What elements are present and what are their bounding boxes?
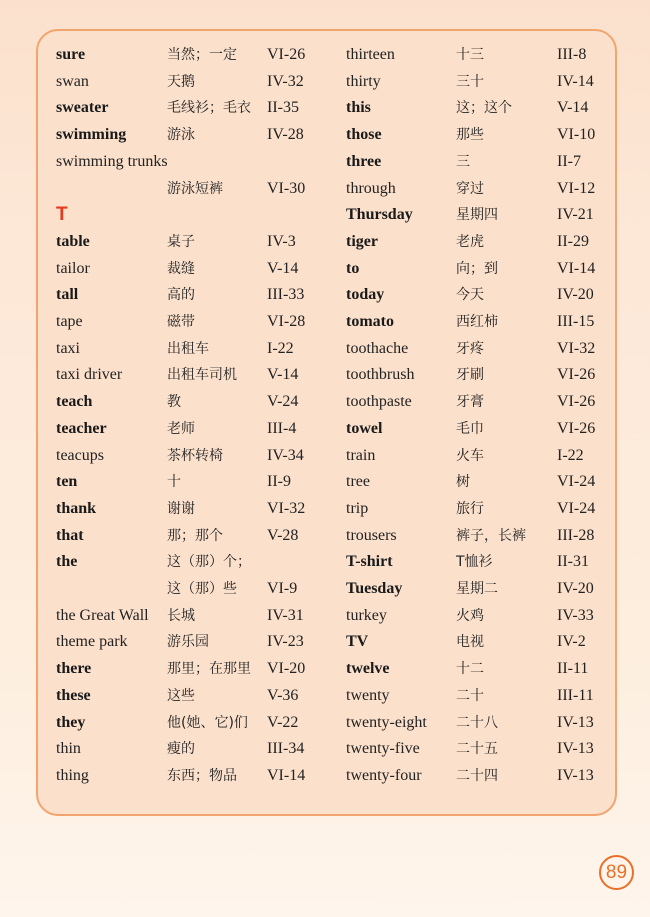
section-letter: T (56, 204, 68, 226)
entry-chinese: 西红柿 (456, 314, 498, 330)
entry-reference: VI-30 (267, 179, 306, 197)
entry-reference: V-36 (267, 686, 299, 704)
entry-reference: V-14 (267, 366, 299, 384)
entry-word: towel (346, 419, 383, 437)
entry-chinese: 磁带 (167, 314, 195, 330)
entry-chinese: 今天 (456, 287, 484, 304)
glossary-entry (38, 282, 328, 309)
entry-chinese: 毛巾 (456, 420, 484, 437)
entry-reference: VI-20 (267, 660, 306, 678)
glossary-entry (328, 42, 618, 69)
entry-chinese: 牙疼 (456, 340, 484, 357)
entry-reference: VI-9 (267, 580, 298, 597)
entry-reference: IV-34 (267, 446, 304, 464)
entry-reference: VI-12 (557, 179, 596, 197)
entry-word: those (346, 126, 382, 144)
entry-chinese: 那些 (456, 127, 484, 144)
glossary-entry (38, 549, 328, 576)
entry-chinese: 十二 (456, 661, 484, 678)
entry-chinese: 这些 (167, 687, 195, 704)
glossary-entry (328, 69, 618, 96)
entry-reference: IV-21 (557, 206, 594, 224)
glossary-entry (38, 336, 328, 363)
entry-chinese: T恤衫 (456, 554, 493, 571)
glossary-entry (38, 763, 328, 790)
entry-chinese: 高的 (167, 287, 195, 304)
glossary-entry (328, 683, 618, 710)
entry-chinese: 二十八 (456, 714, 498, 731)
entry-word: thirteen (346, 46, 395, 63)
entry-reference: VI-26 (557, 366, 596, 384)
entry-word: toothbrush (346, 366, 415, 384)
entry-reference: VI-32 (557, 339, 596, 357)
entry-chinese: 老虎 (456, 233, 484, 250)
glossary-entry (328, 256, 618, 283)
entry-reference: V-22 (267, 713, 299, 731)
entry-chinese: 毛线衫；毛衣 (167, 100, 251, 117)
glossary-entry (328, 443, 618, 470)
entry-reference: II-9 (267, 473, 291, 491)
entry-word: swimming (56, 126, 127, 144)
glossary-entry (38, 95, 328, 122)
entry-word: swan (56, 72, 89, 90)
glossary-entry (328, 469, 618, 496)
entry-word: tape (56, 313, 83, 330)
entry-word: taxi (56, 339, 80, 357)
entry-word: thank (56, 499, 97, 517)
entry-chinese: 谢谢 (167, 500, 195, 517)
entry-reference: VI-24 (557, 499, 596, 517)
entry-reference: I-22 (267, 339, 294, 357)
glossary-entry (328, 629, 618, 656)
glossary-entry (328, 710, 618, 737)
entry-reference: IV-28 (267, 126, 304, 144)
entry-word: the (56, 553, 78, 571)
glossary-entry (38, 362, 328, 389)
glossary-entry (328, 336, 618, 363)
entry-reference: II-29 (557, 232, 589, 250)
entry-reference: VI-24 (557, 473, 596, 491)
entry-chinese: 当然；一定 (167, 47, 237, 63)
page-number: 89 (599, 855, 634, 890)
entry-reference: III-33 (267, 286, 305, 304)
entry-word: trip (346, 499, 369, 517)
entry-chinese: 教 (167, 394, 181, 411)
entry-reference: IV-13 (557, 713, 594, 731)
entry-word: Tuesday (346, 580, 403, 597)
entry-chinese: 穿过 (456, 180, 484, 197)
glossary-entry (328, 576, 618, 603)
glossary-entry (38, 629, 328, 656)
entry-reference: IV-20 (557, 286, 594, 304)
entry-word: twenty-four (346, 766, 422, 784)
glossary-entry (38, 496, 328, 523)
entry-word: thirty (346, 72, 381, 90)
entry-word: T-shirt (346, 553, 393, 571)
entry-chinese: 长城 (167, 607, 195, 624)
glossary-entry (38, 176, 328, 203)
glossary-entry (38, 656, 328, 683)
entry-chinese: 牙膏 (456, 394, 484, 411)
entry-reference: IV-23 (267, 633, 304, 651)
entry-chinese: 这（那）些 (167, 581, 237, 597)
entry-word: TV (346, 633, 369, 651)
entry-chinese: 十 (167, 474, 181, 491)
glossary-entry (328, 736, 618, 763)
entry-word: tiger (346, 232, 378, 250)
entry-chinese: 老师 (167, 420, 195, 437)
entry-chinese: 茶杯转椅 (167, 447, 223, 464)
glossary-entry (328, 416, 618, 443)
entry-word: tall (56, 286, 79, 304)
entry-reference: III-34 (267, 740, 305, 758)
entry-reference: IV-14 (557, 72, 594, 90)
entry-word: twenty (346, 686, 390, 704)
entry-word: teach (56, 393, 93, 411)
entry-reference: IV-33 (557, 606, 594, 624)
entry-word: tree (346, 473, 370, 491)
entry-word: sure (56, 46, 86, 63)
entry-word: twenty-eight (346, 713, 427, 731)
entry-word: swimming trunks (56, 152, 168, 170)
glossary-panel (36, 29, 617, 816)
entry-reference: VI-14 (557, 259, 596, 277)
glossary-entry (38, 416, 328, 443)
entry-chinese: 星期四 (456, 207, 498, 224)
entry-reference: III-11 (557, 686, 594, 704)
entry-word: there (56, 660, 92, 678)
entry-word: to (346, 259, 360, 277)
entry-word: turkey (346, 606, 387, 624)
glossary-entry (38, 69, 328, 96)
glossary-entry (328, 656, 618, 683)
entry-reference: IV-2 (557, 633, 586, 651)
entry-chinese: 旅行 (456, 500, 484, 517)
entry-reference: VI-28 (267, 313, 306, 330)
entry-word: this (346, 99, 371, 117)
entry-reference: IV-32 (267, 72, 304, 90)
entry-word: taxi driver (56, 366, 123, 384)
entry-chinese: 二十四 (456, 767, 498, 784)
glossary-entry (328, 202, 618, 229)
glossary-entry (328, 95, 618, 122)
entry-word: toothpaste (346, 393, 412, 411)
entry-chinese: 牙刷 (456, 367, 484, 384)
glossary-entry (328, 176, 618, 203)
entry-chinese: 出租车 (167, 340, 209, 357)
entry-chinese: 火车 (456, 447, 484, 464)
entry-reference: V-28 (267, 526, 299, 544)
glossary-entry (38, 523, 328, 550)
entry-reference: VI-26 (557, 393, 596, 411)
entry-chinese: 出租车司机 (167, 367, 237, 384)
glossary-entry (328, 496, 618, 523)
entry-word: teacups (56, 446, 104, 464)
entry-chinese: 这；这个 (456, 100, 512, 117)
entry-reference: II-31 (557, 553, 589, 571)
entry-reference: III-4 (267, 419, 297, 437)
glossary-entry (38, 603, 328, 630)
entry-word: through (346, 179, 396, 197)
entry-chinese: 那；那个 (167, 527, 223, 544)
glossary-entry (328, 389, 618, 416)
entry-word: theme park (56, 633, 128, 651)
glossary-entry (38, 683, 328, 710)
entry-reference: VI-14 (267, 766, 306, 784)
entry-reference: III-28 (557, 526, 595, 544)
entry-chinese: 电视 (456, 634, 484, 651)
entry-word: today (346, 286, 385, 304)
entry-chinese: 三十 (456, 73, 484, 90)
entry-reference: V-24 (267, 393, 299, 411)
entry-chinese: 瘦的 (167, 741, 195, 758)
glossary-entry (38, 256, 328, 283)
entry-reference: III-8 (557, 46, 587, 63)
entry-reference: IV-31 (267, 606, 304, 624)
glossary-entry (328, 122, 618, 149)
entry-word: tomato (346, 313, 394, 330)
entry-word: Thursday (346, 206, 413, 224)
glossary-entry (38, 122, 328, 149)
entry-word: three (346, 152, 382, 170)
entry-reference: III-15 (557, 313, 595, 330)
glossary-entry (328, 763, 618, 790)
entry-reference: IV-3 (267, 232, 296, 250)
entry-chinese: 游泳短裤 (167, 180, 223, 197)
entry-reference: VI-32 (267, 499, 306, 517)
entry-word: table (56, 232, 90, 250)
entry-reference: V-14 (557, 99, 589, 117)
entry-word: these (56, 686, 91, 704)
glossary-entry (328, 603, 618, 630)
glossary-entry (328, 549, 618, 576)
entry-word: train (346, 446, 376, 464)
glossary-entry (328, 229, 618, 256)
entry-word: thin (56, 740, 81, 758)
entry-reference: II-11 (557, 660, 589, 678)
entry-word: sweater (56, 99, 109, 117)
entry-chinese: 二十 (456, 687, 484, 704)
entry-chinese: 东西；物品 (167, 767, 237, 784)
entry-chinese: 他(她、它)们 (167, 714, 248, 731)
entry-chinese: 十三 (456, 47, 484, 63)
entry-word: twenty-five (346, 740, 420, 758)
entry-chinese: 这（那）个； (167, 554, 251, 571)
entry-reference: VI-26 (557, 419, 596, 437)
glossary-entry (328, 149, 618, 176)
entry-word: tailor (56, 259, 90, 277)
glossary-entry (38, 469, 328, 496)
glossary-entry (38, 229, 328, 256)
glossary-entry (38, 42, 328, 69)
glossary-entry (38, 309, 328, 336)
entry-word: twelve (346, 660, 390, 678)
entry-reference: IV-13 (557, 740, 594, 758)
glossary-entry (38, 149, 328, 176)
entry-word: the Great Wall (56, 606, 149, 624)
entry-chinese: 二十五 (456, 741, 498, 758)
entry-reference: IV-20 (557, 580, 594, 597)
glossary-entry (328, 523, 618, 550)
entry-word: that (56, 526, 84, 544)
entry-word: ten (56, 473, 78, 491)
entry-chinese: 星期二 (456, 581, 498, 597)
entry-chinese: 游泳 (167, 127, 195, 144)
entry-chinese: 裁缝 (167, 260, 195, 277)
glossary-entry (38, 576, 328, 603)
entry-word: trousers (346, 526, 397, 544)
glossary-entry (38, 710, 328, 737)
entry-reference: I-22 (557, 446, 584, 464)
entry-chinese: 树 (456, 474, 470, 491)
entry-reference: V-14 (267, 259, 299, 277)
glossary-entry (328, 309, 618, 336)
entry-chinese: 三 (456, 153, 470, 170)
entry-chinese: 向；到 (456, 260, 498, 277)
entry-reference: VI-10 (557, 126, 596, 144)
glossary-entry (328, 362, 618, 389)
entry-chinese: 裤子，长裤 (456, 527, 526, 544)
entry-chinese: 那里；在那里 (167, 661, 251, 678)
entry-reference: IV-13 (557, 766, 594, 784)
entry-chinese: 天鹅 (167, 73, 195, 90)
entry-reference: II-7 (557, 152, 581, 170)
entry-chinese: 桌子 (167, 233, 195, 250)
entry-word: toothache (346, 339, 409, 357)
glossary-entry (328, 282, 618, 309)
glossary-entry (38, 389, 328, 416)
glossary-entry (38, 736, 328, 763)
section-letter-row (38, 202, 328, 229)
entry-word: thing (56, 766, 89, 784)
entry-word: teacher (56, 419, 107, 437)
glossary-entry (38, 443, 328, 470)
entry-reference: VI-26 (267, 46, 306, 63)
entry-reference: II-35 (267, 99, 299, 117)
entry-word: they (56, 713, 86, 731)
entry-chinese: 火鸡 (456, 607, 484, 624)
entry-chinese: 游乐园 (167, 634, 209, 651)
